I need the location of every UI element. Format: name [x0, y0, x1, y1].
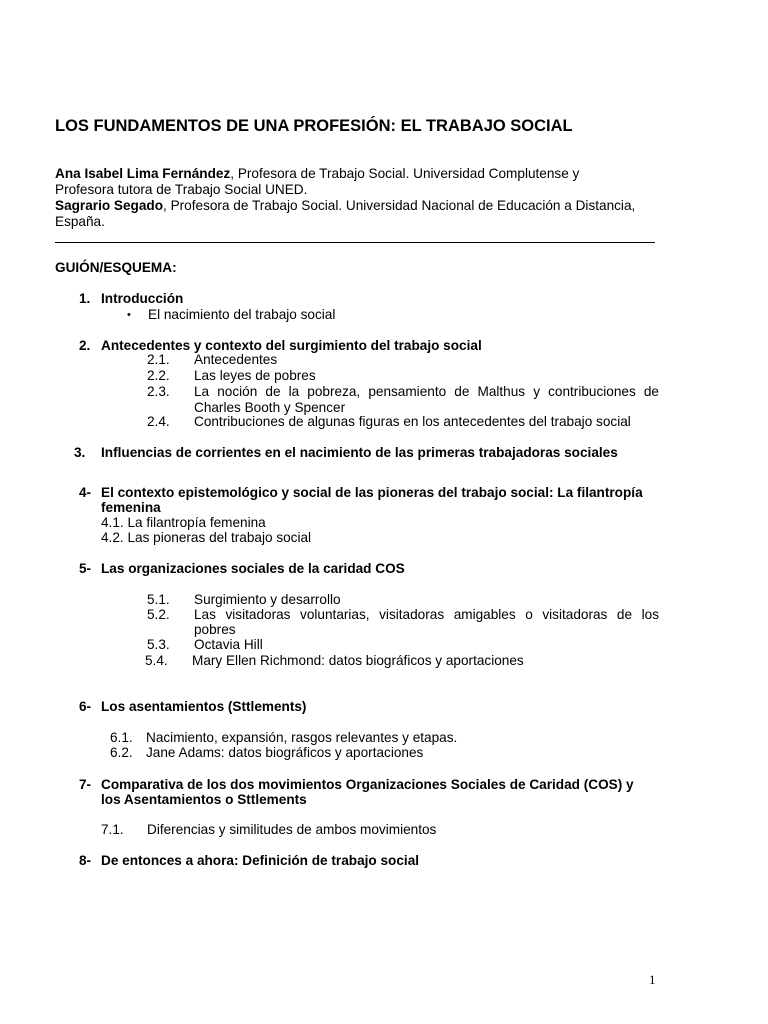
- page-number: 1: [649, 972, 656, 987]
- item-5-2-text-line-2: pobres: [194, 622, 236, 637]
- item-7-1-number: 7.1.: [101, 822, 124, 837]
- item-5-4-number: 5.4.: [145, 653, 168, 668]
- section-4-number: 4-: [79, 485, 92, 500]
- item-6-1-number: 6.1.: [110, 730, 133, 745]
- author-1-name: Ana Isabel Lima Fernández: [55, 166, 231, 181]
- author-2-name: Sagrario Segado: [55, 198, 164, 213]
- section-8-number: 8-: [79, 853, 92, 868]
- section-1-title: Introducción: [101, 291, 184, 306]
- section-3-title: Influencias de corrientes en el nacimiento de las primeras trabajadoras sociales: [101, 445, 618, 460]
- bullet-icon: •: [127, 309, 131, 321]
- item-5-1-number: 5.1.: [147, 592, 170, 607]
- author-1-affiliation: , Profesora de Trabajo Social. Universidad Complutense y: [230, 166, 580, 181]
- item-5-1-text: Surgimiento y desarrollo: [194, 592, 341, 607]
- author-1-line-1: [55, 166, 579, 182]
- item-2-1-text: Antecedentes: [194, 352, 278, 367]
- item-2-1-number: 2.1.: [147, 352, 170, 367]
- item-2-2-text: Las leyes de pobres: [194, 368, 316, 383]
- author-2-line-1: [55, 198, 635, 214]
- section-5-number: 5-: [79, 561, 92, 576]
- item-6-2-text: Jane Adams: datos biográficos y aportaciones: [146, 745, 424, 760]
- separator-rule: [55, 242, 655, 243]
- document-title: LOS FUNDAMENTOS DE UNA PROFESIÓN: EL TRABAJO SOCIAL: [55, 117, 573, 135]
- item-2-3-text-line-2: Charles Booth y Spencer: [194, 400, 346, 415]
- item-6-1-text: Nacimiento, expansión, rasgos relevantes y etapas.: [146, 730, 458, 745]
- item-5-2-number: 5.2.: [147, 607, 170, 622]
- author-1-line-2: Profesora tutora de Trabajo Social UNED.: [55, 182, 308, 197]
- item-5-2-text-line-1: Las visitadoras voluntarias, visitadoras amigables o visitadoras de los: [194, 607, 659, 622]
- section-7-title-line-2: los Asentamientos o Sttlements: [101, 792, 307, 807]
- author-2-line-2: España.: [55, 214, 105, 229]
- outline-heading: GUIÓN/ESQUEMA:: [55, 260, 177, 275]
- item-2-4-text: Contribuciones de algunas figuras en los antecedentes del trabajo social: [194, 414, 631, 429]
- item-2-2-number: 2.2.: [147, 368, 170, 383]
- section-7-title-line-1: Comparativa de los dos movimientos Organizaciones Sociales de Caridad (COS) y: [101, 777, 634, 792]
- section-2-title: Antecedentes y contexto del surgimiento del trabajo social: [101, 338, 482, 353]
- section-1-bullet-item: El nacimiento del trabajo social: [148, 307, 336, 322]
- item-2-4-number: 2.4.: [147, 414, 170, 429]
- section-6-title: Los asentamientos (Sttlements): [101, 699, 307, 714]
- item-6-2-number: 6.2.: [110, 745, 133, 760]
- item-4-1: 4.1. La filantropía femenina: [101, 515, 266, 530]
- item-2-3-text-line-1: La noción de la pobreza, pensamiento de Malthus y contribuciones de: [194, 384, 659, 399]
- item-5-3-number: 5.3.: [147, 637, 170, 652]
- section-2-number: 2.: [79, 338, 91, 353]
- item-7-1-text: Diferencias y similitudes de ambos movimientos: [147, 822, 437, 837]
- section-5-title: Las organizaciones sociales de la caridad COS: [101, 561, 405, 576]
- section-8-title: De entonces a ahora: Definición de trabajo social: [101, 853, 420, 868]
- section-6-number: 6-: [79, 699, 92, 714]
- section-3-number: 3.: [74, 445, 86, 460]
- section-1-number: 1.: [79, 291, 91, 306]
- section-7-number: 7-: [79, 777, 92, 792]
- item-2-3-number: 2.3.: [147, 384, 170, 399]
- section-4-title-line-1: El contexto epistemológico y social de las pioneras del trabajo social: La filantropía: [101, 485, 643, 500]
- item-5-3-text: Octavia Hill: [194, 637, 263, 652]
- item-4-2: 4.2. Las pioneras del trabajo social: [101, 530, 312, 545]
- section-4-title-line-2: femenina: [101, 500, 161, 515]
- author-2-affiliation: , Profesora de Trabajo Social. Universidad Nacional de Educación a Distancia,: [163, 198, 636, 213]
- item-5-4-text: Mary Ellen Richmond: datos biográficos y aportaciones: [192, 653, 524, 668]
